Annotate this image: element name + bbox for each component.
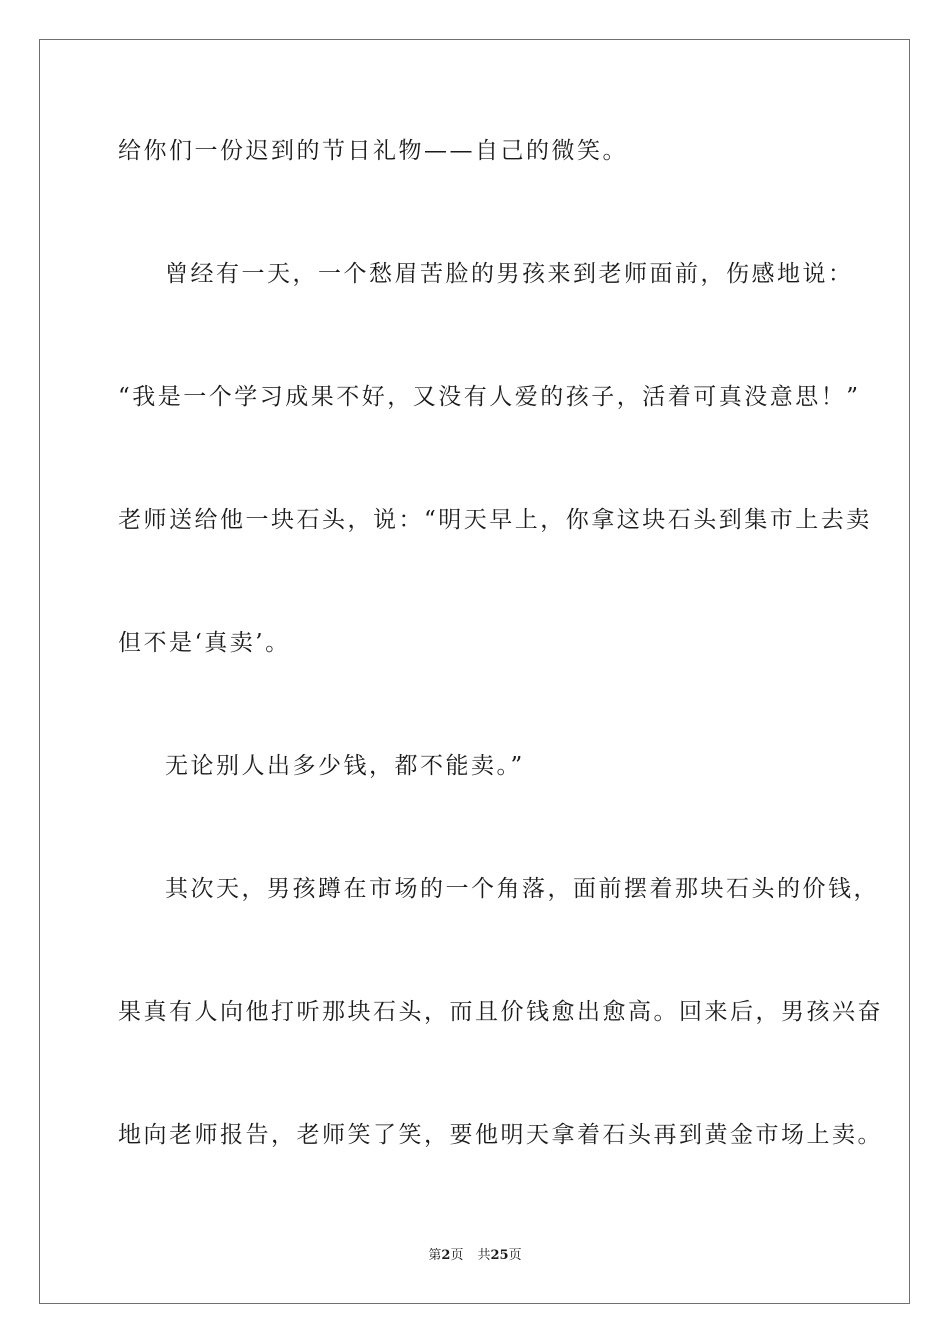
page-footer bbox=[0, 1247, 950, 1265]
page-number: 2 bbox=[441, 1248, 451, 1263]
page-prefix: 第 bbox=[428, 1248, 442, 1263]
text-line-9: 地向老师报告，老师笑了笑，要他明天拿着石头再到黄金市场上卖。 bbox=[118, 1122, 883, 1148]
total-suffix: 页 bbox=[508, 1248, 522, 1263]
text-line-1: 给你们一份迟到的节日礼物——自己的微笑。 bbox=[118, 138, 628, 164]
text-line-4: 老师送给他一块石头，说：“明天早上，你拿这块石头到集市上去卖 bbox=[118, 507, 872, 533]
total-pages: 25 bbox=[490, 1248, 509, 1263]
total-prefix: 共 bbox=[477, 1248, 491, 1263]
text-line-3: “我是一个学习成果不好，又没有人爱的孩子，活着可真没意思！” bbox=[118, 384, 861, 410]
text-line-5: 但不是‘真卖’。 bbox=[118, 630, 291, 656]
text-line-2: 曾经有一天，一个愁眉苦脸的男孩来到老师面前，伤感地说： bbox=[165, 261, 854, 287]
text-line-6: 无论别人出多少钱，都不能卖。” bbox=[165, 753, 525, 779]
text-line-7: 其次天，男孩蹲在市场的一个角落，面前摆着那块石头的价钱， bbox=[165, 876, 879, 902]
text-line-8: 果真有人向他打听那块石头，而且价钱愈出愈高。回来后，男孩兴奋 bbox=[118, 999, 883, 1025]
page-border bbox=[39, 39, 910, 1304]
page-suffix: 页 bbox=[450, 1248, 464, 1263]
